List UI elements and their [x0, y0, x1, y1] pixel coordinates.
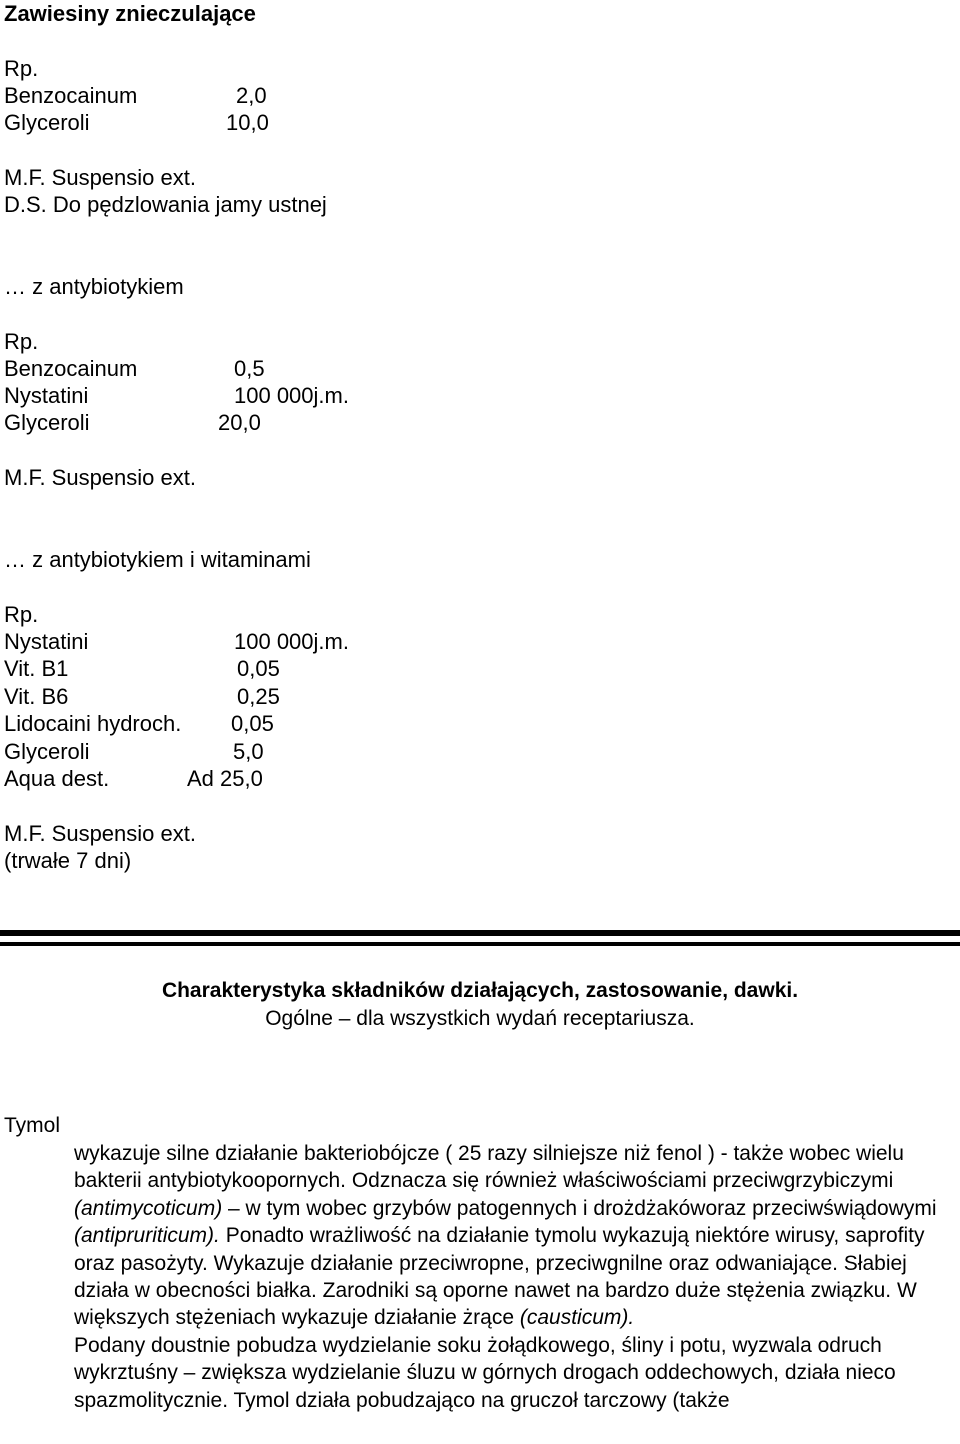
rp-label: Rp. [4, 56, 39, 81]
ingredient-amount: 100 000j.m. [234, 629, 349, 654]
ingredient-name: Lidocaini hydroch. [4, 711, 182, 736]
ingredient-name: Vit. B1 [4, 656, 69, 681]
ingredient-name: Benzocainum [4, 83, 138, 108]
ingredient-amount: 10,0 [226, 110, 269, 135]
mf-line: M.F. Suspensio ext. [4, 165, 196, 190]
latin-term: (antimycoticum) [74, 1196, 223, 1220]
rp-label: Rp. [4, 329, 39, 354]
recipe-row [4, 82, 267, 109]
recipe-row [4, 683, 280, 710]
divider-thin [0, 942, 960, 946]
ingredient-name: Nystatini [4, 629, 89, 654]
ingredient-name: Glyceroli [4, 739, 90, 764]
text-run: Ponadto wrażliwość na działanie tymolu wykazują niektóre wirusy, saprofity oraz pasożyty. Wykazuje działanie przeciwropne, przeciwgnilne oraz odwaniające. Słabiej działa w obecności białka. Zarodniki są oporne nawet na bardzo duże stężenia związku. W większych stężeniach wykazuje działanie żrące [74, 1224, 925, 1330]
text-run: – w tym wobec grzybów patogennych i drożdżakóworaz przeciwświądowymi [222, 1196, 937, 1220]
latin-term: (antipruriticum). [74, 1224, 220, 1248]
ingredient-amount: 5,0 [233, 739, 264, 764]
recipe-row [4, 109, 269, 136]
text-run: wykazuje silne działanie bakteriobójcze ( 25 razy silniejsze niż fenol ) - także wobec wielu bakterii antybiotykoopornych. Odznacza się również właściwościami przeciwgrzybiczymi [74, 1142, 904, 1193]
ingredient-amount: 100 000j.m. [234, 383, 349, 408]
divider-thick [0, 930, 960, 936]
ingredient-name: Nystatini [4, 383, 89, 408]
ingredient-amount: 2,0 [236, 83, 267, 108]
characteristics-subheading: Ogólne – dla wszystkich wydań receptariusza. [265, 1007, 695, 1030]
ingredient-amount: 0,5 [234, 356, 265, 381]
ingredient-name: Vit. B6 [4, 684, 69, 709]
ingredient-name: Benzocainum [4, 356, 138, 381]
ingredient-amount: 0,05 [231, 711, 274, 736]
ingredient-name: Glyceroli [4, 110, 90, 135]
section-heading: … z antybiotykiem [4, 274, 184, 299]
recipe-row [4, 738, 264, 765]
note-line: (trwałe 7 dni) [4, 848, 132, 873]
ingredient-name: Aqua dest. [4, 766, 110, 791]
description-paragraph [74, 1140, 958, 1332]
ingredient-name: Glyceroli [4, 410, 90, 435]
document-title: Zawiesiny znieczulające [4, 1, 256, 26]
latin-term: (causticum). [519, 1306, 635, 1330]
ds-line: D.S. Do pędzlowania jamy ustnej [4, 192, 327, 217]
mf-line: M.F. Suspensio ext. [4, 465, 196, 490]
recipe-row [4, 628, 349, 655]
recipe-row [4, 355, 265, 382]
substance-label: Tymol [4, 1114, 61, 1137]
mf-line: M.F. Suspensio ext. [4, 821, 196, 846]
rp-label: Rp. [4, 602, 39, 627]
ingredient-amount: 20,0 [218, 410, 261, 435]
description-paragraph: Podany doustnie pobudza wydzielanie soku żołądkowego, śliny i potu, wyzwala odruch wykrztuśny – zwiększa wydzielanie śluzu w górnych drogach oddechowych, działa nieco spazmolitycznie. Tymol działa pobudzająco na gruczoł tarczowy (także [74, 1333, 896, 1412]
ingredient-amount: Ad 25,0 [187, 766, 263, 791]
recipe-row [4, 710, 274, 737]
substance-description [74, 1140, 958, 1414]
section-heading: … z antybiotykiem i witaminami [4, 547, 311, 572]
ingredient-amount: 0,05 [237, 656, 280, 681]
recipe-row [4, 382, 349, 409]
recipe-row [4, 765, 263, 792]
recipe-row [4, 409, 261, 436]
ingredient-amount: 0,25 [237, 684, 280, 709]
recipe-row [4, 655, 280, 682]
characteristics-heading: Charakterystyka składników działających, zastosowanie, dawki. [161, 979, 799, 1002]
